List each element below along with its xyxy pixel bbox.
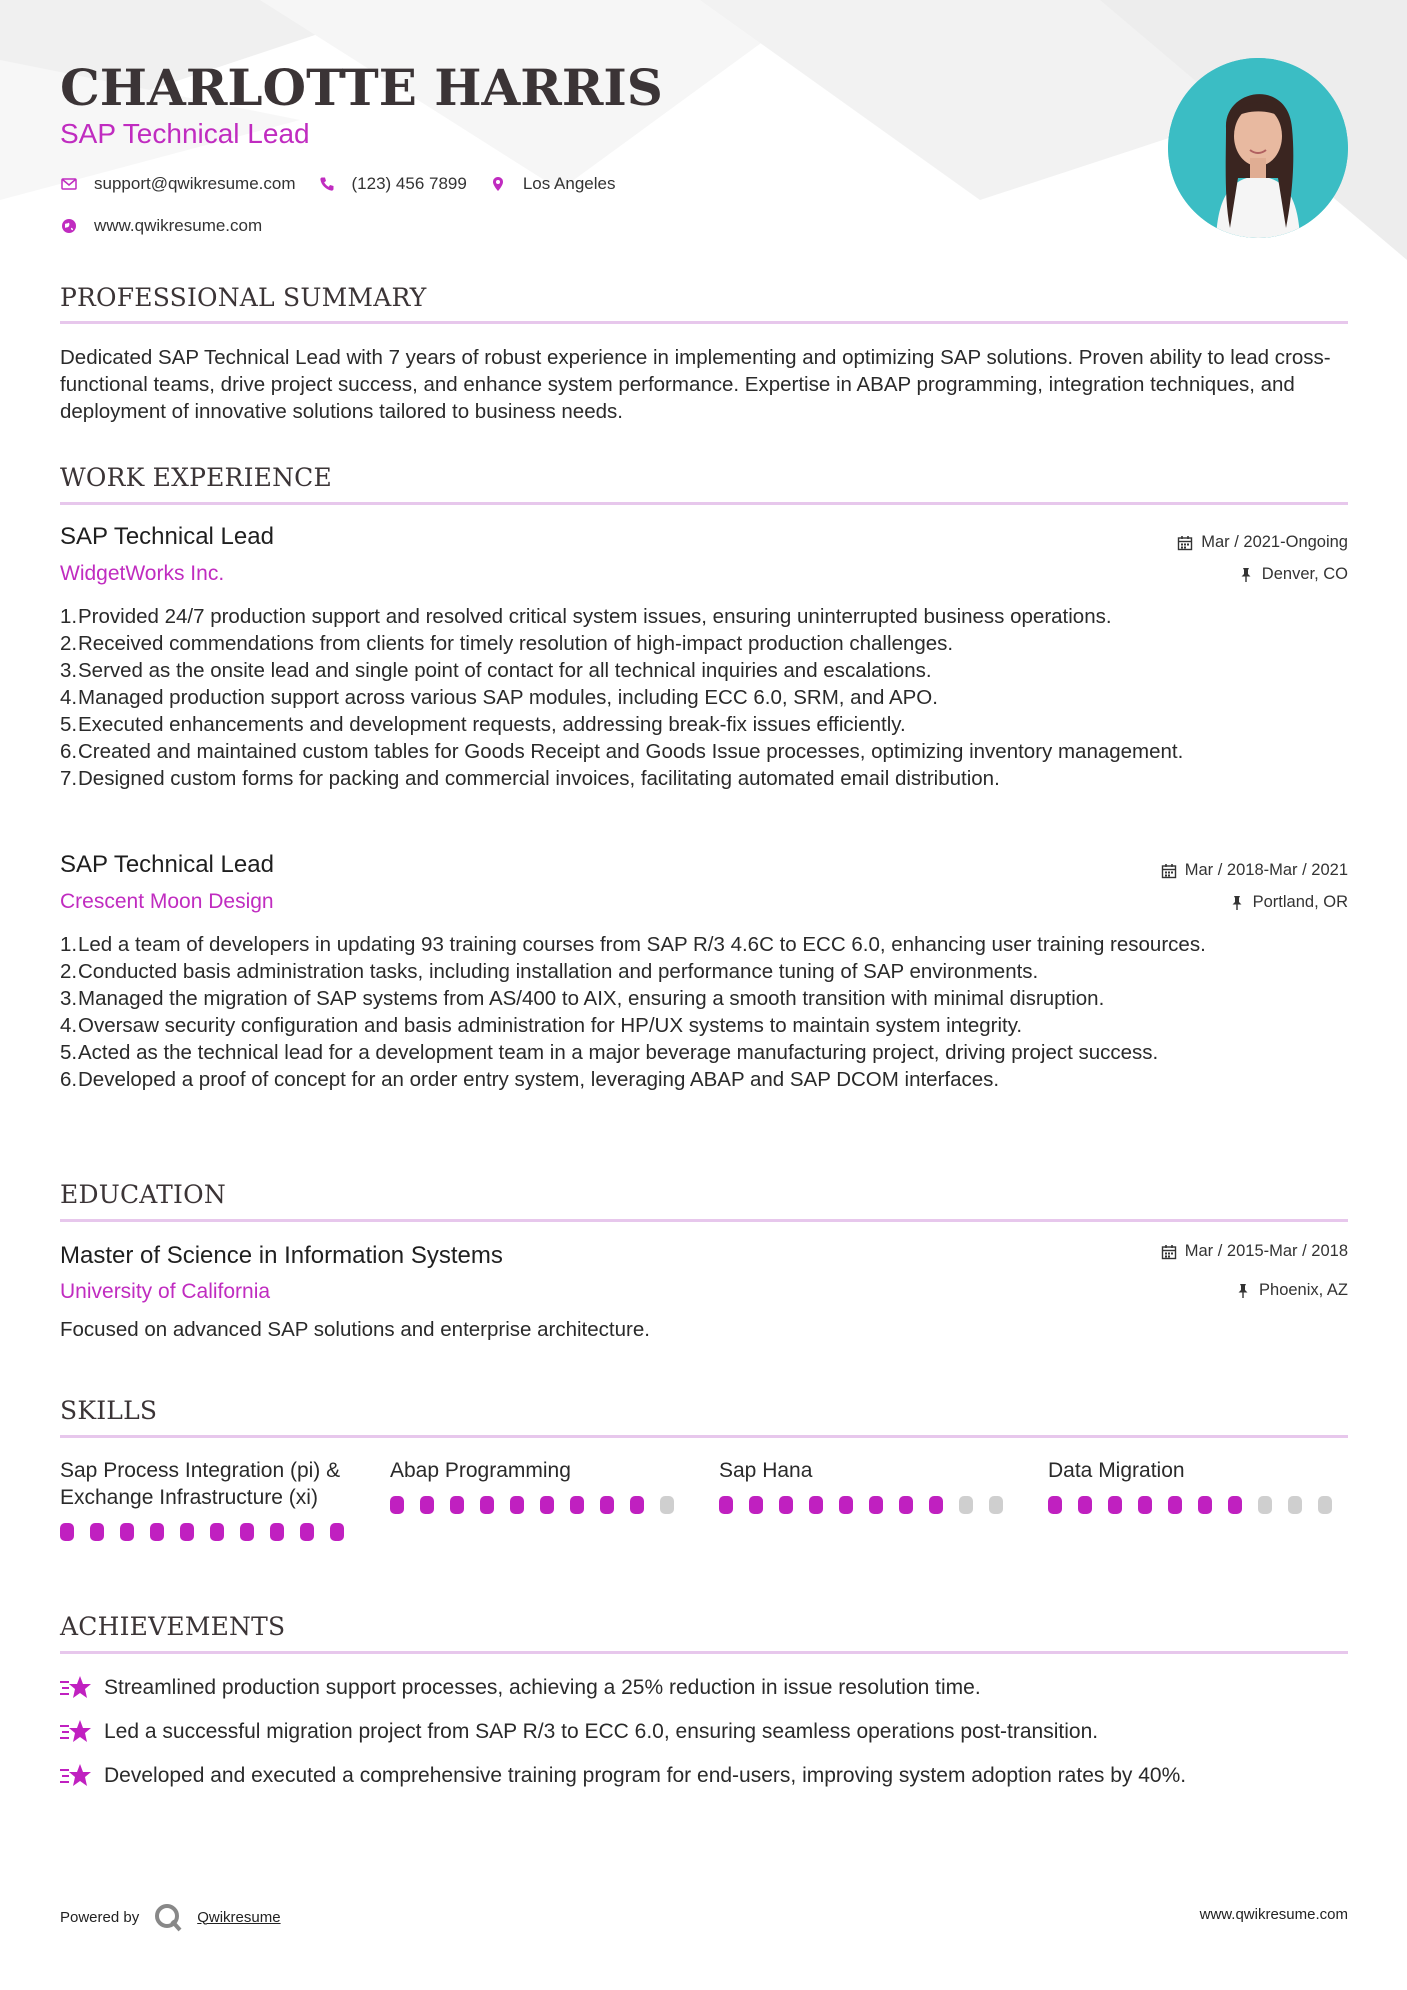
skills-heading: SKILLS — [60, 1396, 158, 1425]
rating-dot-filled — [1078, 1496, 1092, 1514]
star-icon — [60, 1762, 92, 1790]
star-icon — [60, 1718, 92, 1746]
phone-icon — [318, 175, 336, 193]
job-1-bullets — [60, 603, 1348, 792]
skill-rating — [60, 1523, 360, 1541]
rating-dot-filled — [60, 1523, 74, 1541]
rating-dot-filled — [300, 1523, 314, 1541]
contact-row-2 — [60, 216, 284, 236]
rating-dot-filled — [600, 1496, 614, 1514]
job-1-location — [1238, 565, 1348, 584]
rating-dot-filled — [1228, 1496, 1242, 1514]
rating-dot-filled — [450, 1496, 464, 1514]
rating-dot-filled — [1138, 1496, 1152, 1514]
list-item: 3. Managed the migration of SAP systems from AS/400 to AIX, ensuring a smooth transition with minimal disruption. — [60, 987, 1105, 1010]
rating-dot-empty — [1318, 1496, 1332, 1514]
rating-dot-filled — [180, 1523, 194, 1541]
rating-dot-filled — [90, 1523, 104, 1541]
calendar-icon — [1161, 1244, 1177, 1260]
star-icon — [60, 1674, 92, 1702]
skill-item — [60, 1457, 360, 1541]
rating-dot-filled — [1108, 1496, 1122, 1514]
experience-heading: WORK EXPERIENCE — [60, 463, 332, 492]
job-2-title: SAP Technical Lead — [60, 851, 274, 878]
education-description: Focused on advanced SAP solutions and enterprise architecture. — [60, 1318, 650, 1341]
job-1-company: WidgetWorks Inc. — [60, 562, 225, 585]
rating-dot-filled — [719, 1496, 733, 1514]
rating-dot-filled — [809, 1496, 823, 1514]
list-item: 4. Managed production support across various SAP modules, including ECC 6.0, SRM, and APO. — [60, 686, 938, 709]
skill-item — [1048, 1457, 1348, 1514]
phone-text: (123) 456 7899 — [351, 174, 467, 193]
rating-dot-filled — [630, 1496, 644, 1514]
envelope-icon — [60, 175, 78, 193]
job-1-title: SAP Technical Lead — [60, 523, 274, 550]
contact-phone[interactable] — [318, 174, 467, 194]
profile-photo — [1168, 58, 1348, 238]
skill-name: Sap Hana — [719, 1459, 813, 1482]
rating-dot-filled — [480, 1496, 494, 1514]
experience-divider — [60, 502, 1348, 505]
job-1-dates — [1177, 533, 1348, 552]
list-item: 6. Created and maintained custom tables for Goods Receipt and Goods Issue processes, optimizing inventory management. — [60, 740, 1184, 763]
rating-dot-filled — [779, 1496, 793, 1514]
education-dates — [1161, 1242, 1348, 1261]
job-1-dates-text: Mar / 2021-Ongoing — [1201, 533, 1348, 551]
powered-by-label: Powered by — [60, 1908, 140, 1926]
summary-text: Dedicated SAP Technical Lead with 7 years of robust experience in implementing and optimizing SAP solutions. Proven ability to lead cross-functional teams, drive project success, and enhance system performance. Expertise in ABAP programming, integration techniques, and deployment of innovative solutions tailored to business needs. — [60, 346, 1331, 423]
globe-icon — [60, 217, 78, 235]
list-item: 4. Oversaw security configuration and basis administration for HP/UX systems to maintain system integrity. — [60, 1014, 1023, 1037]
achievement-item — [60, 1762, 1186, 1790]
achievement-text: Led a successful migration project from SAP R/3 to ECC 6.0, ensuring seamless operations post-transition. — [104, 1720, 1099, 1743]
calendar-icon — [1177, 535, 1193, 551]
rating-dot-filled — [1048, 1496, 1062, 1514]
achievements-heading: ACHIEVEMENTS — [60, 1612, 286, 1641]
list-item: 3. Served as the onsite lead and single point of contact for all technical inquiries and escalations. — [60, 659, 932, 682]
skill-name: Data Migration — [1048, 1459, 1185, 1482]
rating-dot-empty — [1288, 1496, 1302, 1514]
footer-powered-by — [60, 1902, 281, 1932]
education-location-text: Phoenix, AZ — [1259, 1281, 1348, 1299]
qwikresume-link[interactable]: Qwikresume — [197, 1908, 281, 1926]
rating-dot-filled — [570, 1496, 584, 1514]
achievement-item — [60, 1718, 1098, 1746]
achievement-text: Streamlined production support processes, achieving a 25% reduction in issue resolution time. — [104, 1676, 981, 1699]
achievements-divider — [60, 1651, 1348, 1654]
skill-rating — [1048, 1496, 1348, 1514]
summary-heading: PROFESSIONAL SUMMARY — [60, 283, 427, 312]
skills-divider — [60, 1435, 1348, 1438]
skill-name: Sap Process Integration (pi) & Exchange Infrastructure (xi) — [60, 1459, 341, 1509]
list-item: 7. Designed custom forms for packing and commercial invoices, facilitating automated email distribution. — [60, 767, 1000, 790]
pushpin-icon — [1238, 567, 1254, 583]
contact-email[interactable] — [60, 174, 296, 194]
achievement-text: Developed and executed a comprehensive training program for end-users, improving system adoption rates by 40%. — [104, 1764, 1187, 1787]
map-pin-icon — [489, 175, 507, 193]
job-2-location-text: Portland, OR — [1252, 893, 1348, 911]
skill-item — [719, 1457, 1019, 1514]
job-2-company: Crescent Moon Design — [60, 890, 274, 913]
education-school: University of California — [60, 1280, 271, 1303]
email-text: support@qwikresume.com — [94, 174, 296, 193]
rating-dot-filled — [839, 1496, 853, 1514]
contact-row-1 — [60, 174, 637, 194]
rating-dot-filled — [270, 1523, 284, 1541]
education-degree: Master of Science in Information Systems — [60, 1242, 503, 1269]
skill-name: Abap Programming — [390, 1459, 571, 1482]
achievement-item — [60, 1674, 981, 1702]
rating-dot-filled — [120, 1523, 134, 1541]
job-2-bullets — [60, 931, 1348, 1093]
rating-dot-filled — [390, 1496, 404, 1514]
list-item: 1. Provided 24/7 production support and resolved critical system issues, ensuring uninterrupted business operations. — [60, 605, 1112, 628]
rating-dot-filled — [210, 1523, 224, 1541]
summary-divider — [60, 321, 1348, 324]
rating-dot-filled — [540, 1496, 554, 1514]
qwikresume-logo-icon — [153, 1902, 183, 1932]
list-item: 2. Received commendations from clients for timely resolution of high-impact production challenges. — [60, 632, 954, 655]
rating-dot-empty — [660, 1496, 674, 1514]
candidate-name: CHARLOTTE HARRIS — [60, 58, 663, 117]
rating-dot-filled — [899, 1496, 913, 1514]
skill-rating — [390, 1496, 690, 1514]
candidate-title: SAP Technical Lead — [60, 118, 310, 149]
rating-dot-filled — [330, 1523, 344, 1541]
rating-dot-empty — [989, 1496, 1003, 1514]
rating-dot-empty — [1258, 1496, 1272, 1514]
job-2-dates-text: Mar / 2018-Mar / 2021 — [1184, 861, 1348, 879]
skill-item — [390, 1457, 690, 1514]
rating-dot-filled — [749, 1496, 763, 1514]
rating-dot-filled — [1198, 1496, 1212, 1514]
education-location — [1235, 1281, 1348, 1300]
job-2-location — [1229, 893, 1348, 912]
list-item: 5. Acted as the technical lead for a development team in a major beverage manufacturing project, driving project success. — [60, 1041, 1159, 1064]
calendar-icon — [1161, 863, 1177, 879]
rating-dot-filled — [240, 1523, 254, 1541]
rating-dot-filled — [420, 1496, 434, 1514]
skill-rating — [719, 1496, 1019, 1514]
list-item: 2. Conducted basis administration tasks, including installation and performance tuning of SAP environments. — [60, 960, 1039, 983]
rating-dot-filled — [869, 1496, 883, 1514]
list-item: 1. Led a team of developers in updating 93 training courses from SAP R/3 4.6C to ECC 6.0, enhancing user training resources. — [60, 933, 1206, 956]
rating-dot-filled — [1168, 1496, 1182, 1514]
location-text: Los Angeles — [522, 174, 616, 193]
pushpin-icon — [1229, 895, 1245, 911]
pushpin-icon — [1235, 1283, 1251, 1299]
job-1-location-text: Denver, CO — [1261, 565, 1348, 583]
rating-dot-filled — [510, 1496, 524, 1514]
education-heading: EDUCATION — [60, 1180, 226, 1209]
website-text: www.qwikresume.com — [94, 216, 263, 235]
footer-website[interactable]: www.qwikresume.com — [1199, 1906, 1348, 1923]
rating-dot-filled — [150, 1523, 164, 1541]
contact-website[interactable] — [60, 216, 262, 236]
list-item: 6. Developed a proof of concept for an order entry system, leveraging ABAP and SAP DCOM interfaces. — [60, 1068, 1000, 1091]
list-item: 5. Executed enhancements and development requests, addressing break-fix issues efficiently. — [60, 713, 906, 736]
education-dates-text: Mar / 2015-Mar / 2018 — [1184, 1242, 1348, 1260]
rating-dot-filled — [929, 1496, 943, 1514]
rating-dot-empty — [959, 1496, 973, 1514]
job-2-dates — [1161, 861, 1348, 880]
education-divider — [60, 1219, 1348, 1222]
contact-location — [489, 174, 616, 194]
